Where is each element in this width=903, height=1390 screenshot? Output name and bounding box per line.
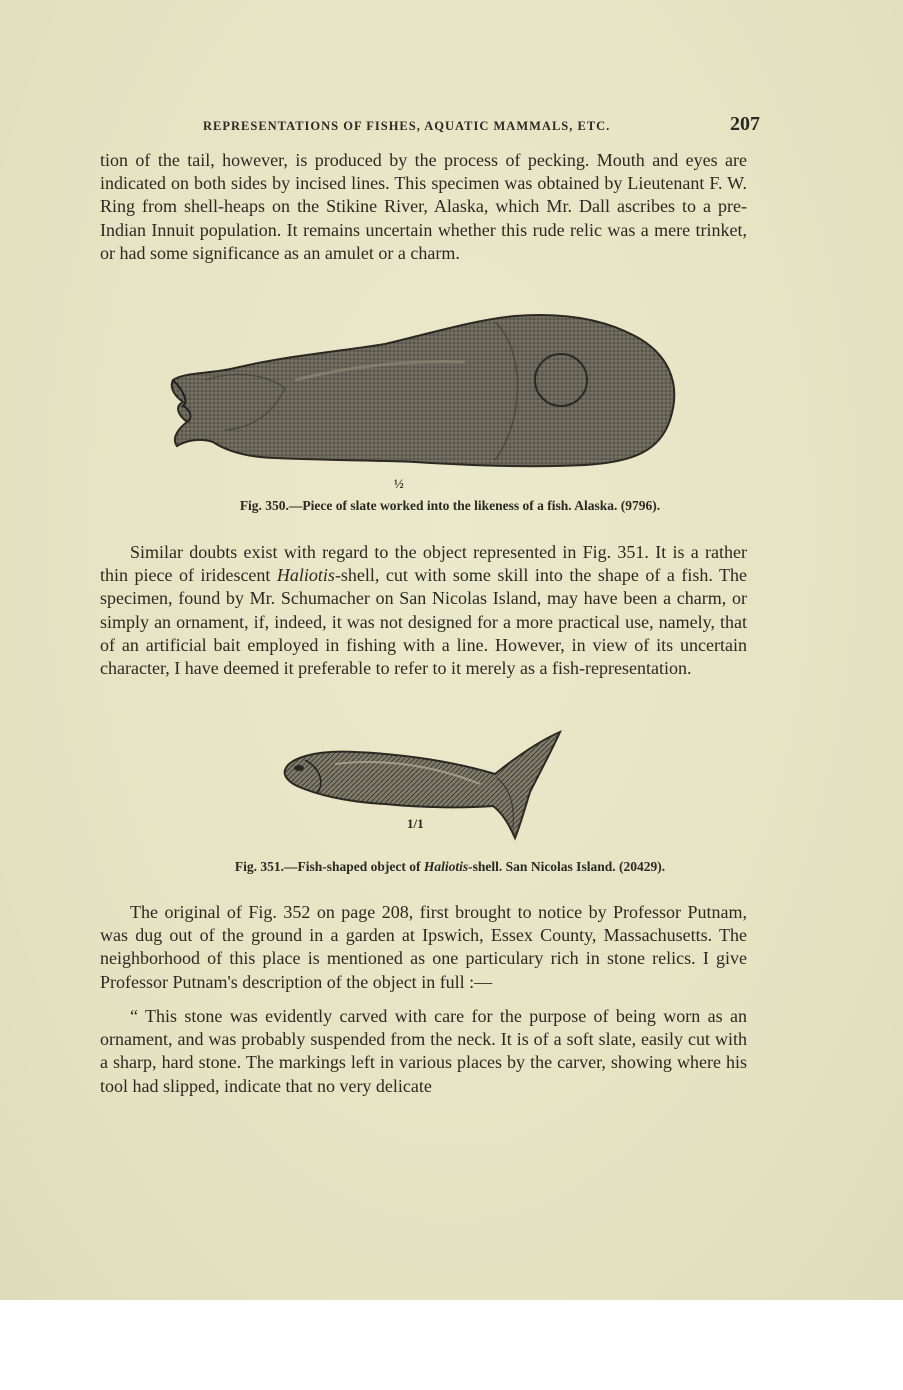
fig-351-caption-part-a: Fig. 351.—Fish-shaped object of: [234, 859, 424, 874]
paragraph-2-part-a: Similar doubts exist with regard to the object represented in Fig. 351. It is a rather thin piece of iridescent: [100, 542, 747, 586]
paragraph-4-text: “ This stone was evidently carved with care for the purpose of being worn as an ornament, and was probably suspended from the neck. It is of a soft slate, easily cut with a sharp, hard stone. The markings left in various places by the carver, showing where his tool had slipped, indicate that no very delicate: [100, 1006, 747, 1096]
paragraph-4: [100, 1005, 747, 1098]
paragraph-3: [100, 901, 747, 994]
paragraph-2-text: [100, 541, 747, 680]
fig-351-caption-italic: Haliotis: [423, 859, 469, 874]
page-number: 207: [730, 113, 760, 135]
paragraph-1: [100, 149, 747, 265]
paragraph-2-part-b: -shell, cut with some skill into the shape of a fish. The specimen, found by Mr. Schumacher on San Nicolas Island, may have been a charm, or simply an ornament, if, indeed, it was not designed for a more practical use, namely, that of an artificial bait employed in fishing with a line. However, in view of its uncertain character, I have deemed it preferable to refer to it merely as a fish-representation.: [100, 565, 747, 679]
paragraph-1-text: tion of the tail, however, is produced by the process of pecking. Mouth and eyes are indicated on both sides by incised lines. This specimen was obtained by Lieutenant F. W. Ring from shell-heaps on the Stikine River, Alaska, which Mr. Dall ascribes to a pre-Indian Innuit population. It remains uncertain whether this rude relic was a mere trinket, or had some significance as an amulet or a charm.: [100, 150, 747, 263]
page-header: [100, 115, 760, 137]
running-head: REPRESENTATIONS OF FISHES, AQUATIC MAMMALS, ETC.: [203, 119, 611, 133]
fig-350-scale: ½: [394, 476, 404, 491]
fig-351-scale: 1/1: [407, 816, 424, 831]
fig-350-caption: Fig. 350.—Piece of slate worked into the likeness of a fish. Alaska. (9796).: [239, 498, 661, 513]
paragraph-3-text: The original of Fig. 352 on page 208, first brought to notice by Professor Putnam, was dug out of the ground in a garden at Ipswich, Essex County, Massachusetts. The neighborhood of this place is mentioned as one particulary rich in stone relics. I give Professor Putnam's description of the object in full :—: [100, 902, 747, 992]
bottom-margin: [0, 1300, 903, 1390]
paragraph-2: [100, 541, 747, 680]
fig-351-caption: [100, 859, 800, 875]
slate-fish-body: [172, 315, 675, 466]
fig-351-shell-fish-illustration: [275, 728, 575, 843]
shell-fish-eye: [294, 765, 304, 771]
fig-350-slate-fish-illustration: [165, 310, 690, 475]
paragraph-2-italic: Haliotis: [276, 565, 335, 586]
fig-351-caption-part-b: -shell. San Nicolas Island. (20429).: [468, 859, 666, 874]
